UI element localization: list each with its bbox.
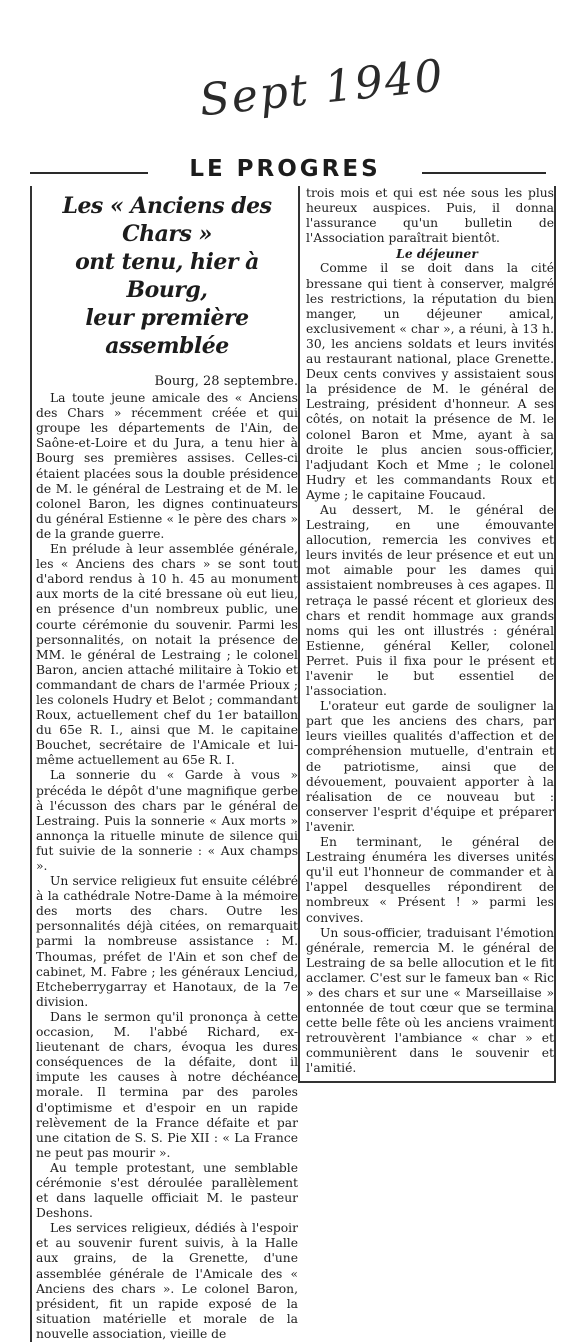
article-paragraph: Un sous-officier, traduisant l'émotion générale, remercia M. le général de Lestraing de sa belle allocution et le fit acclamer. C'est sur le fameux ban « Ric » des chars et sur une « Marseillaise » entonnée de tout cœur que se termina cette belle fête où les anciens vraiment retrouvèrent l'ambiance « char » et communièrent dans le souvenir et l'amitié. [306,925,554,1076]
headline-line: ont tenu, hier à Bourg, [75,249,259,303]
article-paragraph: Un service religieux fut ensuite célébré à la cathédrale Notre-Dame à la mémoire des morts des chars. Outre les personnalités déjà citées, on remarquait parmi la nombreuse assistance : M. Thoumas, préfet de l'Ain et son chef de cabinet, M. Fabre ; les généraux Lenciud, Etcheberrygarray et Hanotaux, de la 7e division. [36,874,298,1009]
article-paragraph: La toute jeune amicale des « Anciens des Chars » récemment créée et qui groupe les départements de l'Ain, de Saône-et-Loire et du Jura, a tenu hier à Bourg ses premières assises. Celles-ci étaient placées sous la double présidence de M. le général de Lestraing et de M. le colonel Baron, les dignes continuateurs du général Estienne « le père des chars » de la grande guerre. [36,391,298,541]
dateline: Bourg, 28 septembre. [154,374,298,389]
headline-line: Les « Anciens des Chars » [62,193,272,247]
article-paragraph: Au dessert, M. le général de Lestraing, en une émouvante allocution, remercia les convives et leurs invités de leur présence et eut un mot aimable pour les dames qui assistaient nombreuses à ces agapes. Il retraça le passé récent et glorieux des chars et rendit hommage aux grands noms qui les ont illustrés : général Estienne, général Keller, colonel Perret. Puis il fixa pour le présent et l'avenir le but essentiel de l'association. [306,502,554,699]
article-headline [36,192,298,360]
headline-line: leur première assemblée [85,305,249,359]
article-paragraph: En prélude à leur assemblée générale, les « Anciens des chars » se sont tout d'abord rendus à 10 h. 45 au monument aux morts de la cité bressane où eut lieu, en présence d'un nombreux public, une courte cérémonie du souvenir. Parmi les personnalités, on notait la présence de MM. le général de Lestraing ; le colonel Baron, ancien attaché militaire à Tokio et commandant de chars de l'armée Prioux ; les colonels Hudry et Belot ; commandant Roux, actuellement chef du 1er bataillon du 65e R. I., ainsi que M. le capitaine Bouchet, secrétaire de l'Amicale et lui-même actuellement au 65e R. I. [36,542,298,768]
article-paragraph: La sonnerie du « Garde à vous » précéda le dépôt d'une magnifique gerbe à l'écusson des chars par le général de Lestraing. Puis la sonnerie « Aux morts » annonça la rituelle minute de silence qui fut suivie de la sonnerie : « Aux champs ». [36,768,298,873]
article-paragraph: Dans le sermon qu'il prononça à cette occasion, M. l'abbé Richard, ex-lieutenant de chars, évoqua les dures conséquences de la défaite, dont il impute les causes à notre déchéance morale. Il termina par des paroles d'optimisme et d'espoir en un rapide relèvement de la France défaite et par une citation de S. S. Pie XII : « La France ne peut pas mourir ». [36,1009,298,1160]
article-paragraph: L'orateur eut garde de souligner la part que les anciens des chars, par leurs vieilles qualités d'affection et de compréhension mutuelle, d'entrain et de patriotisme, ainsi que de dévouement, pouvaient apporter à la réalisation de ce nouveau but : conserver l'esprit d'équipe et préparer l'avenir. [306,699,554,834]
right-column [298,186,556,1083]
article-paragraph: Comme il se doit dans la cité bressane qui tient à conserver, malgré les restrictions, la réputation du bien manger, un déjeuner amical, exclusivement « char », a réuni, à 13 h. 30, les anciens soldats et leurs invités au restaurant national, place Grenette. Deux cents convives y assistaient sous la présidence de M. le général de Lestraing, président d'honneur. A ses côtés, on notait la présence de M. le colonel Baron et Mme, ayant à sa droite le plus ancien sous-officier, l'adjudant Koch et Mme ; le colonel Hudry et les commandants Roux et Ayme ; le capitaine Foucaud. [306,261,554,502]
masthead-rule-left [30,172,148,174]
masthead: LE PROGRES [189,156,381,182]
article-paragraph: Au temple protestant, une semblable cérémonie s'est déroulée parallèlement et dans laquelle officiait M. le pasteur Deshons. [36,1160,298,1221]
handwritten-date: Sept 1940 [197,50,448,127]
masthead-rule-right [422,172,546,174]
subheading: Le déjeuner [396,246,478,262]
article-paragraph: En terminant, le général de Lestraing énuméra les diverses unités qu'il eut l'honneur de commander et à l'appel desquelles répondirent de nombreux « Présent ! » parmi les convives. [306,835,554,925]
article-paragraph: trois mois et qui est née sous les plus heureux auspices. Puis, il donna l'assurance qu'un bulletin de l'Association paraîtrait bientôt. [306,186,554,246]
left-column [30,186,298,1342]
article-paragraph: Les services religieux, dédiés à l'espoir et au souvenir furent suivis, à la Halle aux grains, de la Grenette, d'une assemblée générale de l'Amicale des « Anciens des chars ». Le colonel Baron, président, fit un rapide exposé de la situation matérielle et morale de la nouvelle association, vieille de [36,1221,298,1341]
